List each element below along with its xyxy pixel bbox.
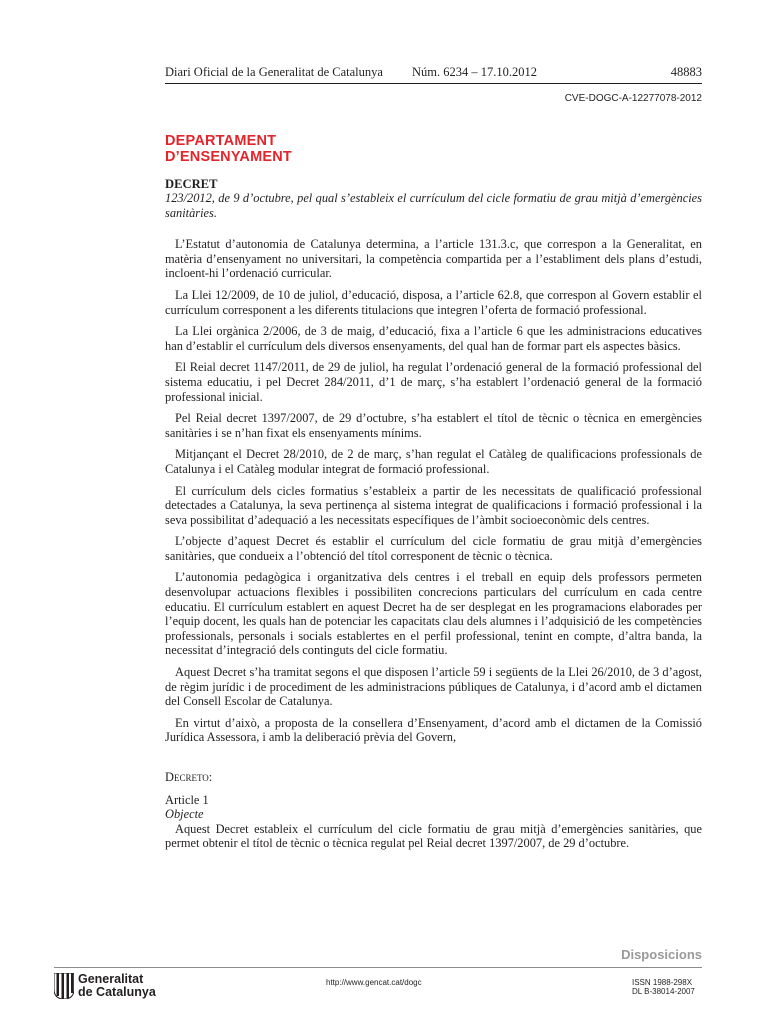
paragraph: Aquest Decret s’ha tramitat segons el que disposen l’article 59 i següents de la Llei 26/2010, de 3 d’agost, de règim jurídic i de procediment de les administracions públiques de Catalunya, i d’acord amb el dictamen del Consell Escolar de Catalunya.: [165, 665, 702, 709]
paragraph: La Llei 12/2009, de 10 de juliol, d’educació, disposa, a l’article 62.8, que correspon al Govern establir el currículum corresponent a les diferents titulacions que integren l’oferta de formació professional.: [165, 287, 702, 317]
legal-deposit: DL B-38014-2007: [632, 987, 695, 996]
logo-line-1: Generalitat: [78, 972, 144, 986]
paragraph: L’objecte d’aquest Decret és establir el currículum del cicle formatiu de grau mitjà d’emergències sanitàries, que condueix a l’obtenció del títol corresponent de tècnic o tècnica.: [165, 534, 702, 563]
department-heading: [165, 133, 292, 165]
paragraph: Mitjançant el Decret 28/2010, de 2 de març, s’han regulat el Catàleg de qualificacions professionals de Catalunya i el Catàleg modular integrat de formació professional.: [165, 447, 702, 476]
issn-number: ISSN 1988-298X: [632, 978, 693, 987]
decree-type: DECRET: [165, 177, 218, 191]
document-body: [165, 177, 702, 851]
department-line-2: D’ENSENYAMENT: [165, 149, 292, 165]
page-header: [165, 65, 702, 84]
page-number: 48883: [670, 65, 702, 79]
generalitat-logo: [54, 972, 154, 1004]
article-number: Article 1: [165, 792, 209, 807]
decreto-label: Decreto:: [165, 770, 213, 784]
paragraph: L’Estatut d’autonomia de Catalunya determina, a l’article 131.3.c, que correspon a la Generalitat, en matèria d’ensenyament no universitari, la competència compartida per a l’establiment dels plans d’estudi, incloent-hi l’ordenació curricular.: [165, 237, 702, 281]
paragraph: El currículum dels cicles formatius s’estableix a partir de les necessitats de qualificació professional detectades a Catalunya, la seva pertinença al sistema integrat de qualificacions i formació professional i la seva possibilitat d’adequació a les necessitats específiques de l’àmbit socioeconòmic dels centres.: [165, 483, 702, 527]
dogc-link[interactable]: http://www.gencat.cat/dogc: [326, 978, 422, 987]
issn-block: [632, 978, 695, 996]
senyera-icon: [54, 973, 74, 999]
logo-line-2: de Catalunya: [78, 985, 156, 999]
department-line-1: DEPARTAMENT: [165, 133, 277, 149]
article-title: Objecte: [165, 807, 204, 822]
section-label: Disposicions: [621, 947, 702, 962]
cve-code: CVE-DOGC-A-12277078-2012: [564, 93, 702, 104]
footer-divider: [54, 967, 702, 968]
paragraph: Pel Reial decret 1397/2007, de 29 d’octubre, s’ha establert el títol de tècnic o tècnica en emergències sanitàries i se n’han fixat els ensenyaments mínims.: [165, 411, 702, 440]
paragraph: El Reial decret 1147/2011, de 29 de juliol, ha regulat l’ordenació general de la formació professional del sistema educatiu, i pel Decret 284/2011, d’1 de març, s’ha establert l’ordenació general de la formació professional inicial.: [165, 360, 702, 404]
paragraph: En virtut d’això, a proposta de la consellera d’Ensenyament, d’acord amb el dictamen de la Comissió Jurídica Assessora, i amb la deliberació prèvia del Govern,: [165, 715, 702, 745]
decree-title: 123/2012, de 9 d’octubre, pel qual s’estableix el currículum del cicle formatiu de grau mitjà d’emergències sanitàries.: [165, 191, 702, 220]
paragraph: L’autonomia pedagògica i organitzativa dels centres i el treball en equip dels professors permeten desenvolupar actuacions flexibles i possibiliten concrecions particulars del currículum en cada centre educatiu. El currículum establert en aquest Decret ha de ser desplegat en les programacions elaborades per l’equip docent, les quals han de potenciar les capacitats clau dels alumnes i l’adquisició de les competències professionals, personals i socials establertes en el perfil professional, tenint en compte, d’altra banda, la necessitat d’integració dels continguts del cicle formatiu.: [165, 570, 702, 658]
journal-name: Diari Oficial de la Generalitat de Catalunya: [165, 65, 383, 79]
article-text: Aquest Decret estableix el currículum del cicle formatiu de grau mitjà d’emergències sanitàries, que permet obtenir el títol de tècnic o tècnica regulat pel Reial decret 1397/2007, de 29 d’octubre.: [165, 821, 702, 851]
issue-number: Núm. 6234 – 17.10.2012: [412, 65, 537, 79]
paragraph: La Llei orgànica 2/2006, de 3 de maig, d’educació, fixa a l’article 6 que les administracions educatives han d’establir el currículum dels diversos ensenyaments, del qual han de formar part els aspectes bàsics.: [165, 324, 702, 353]
